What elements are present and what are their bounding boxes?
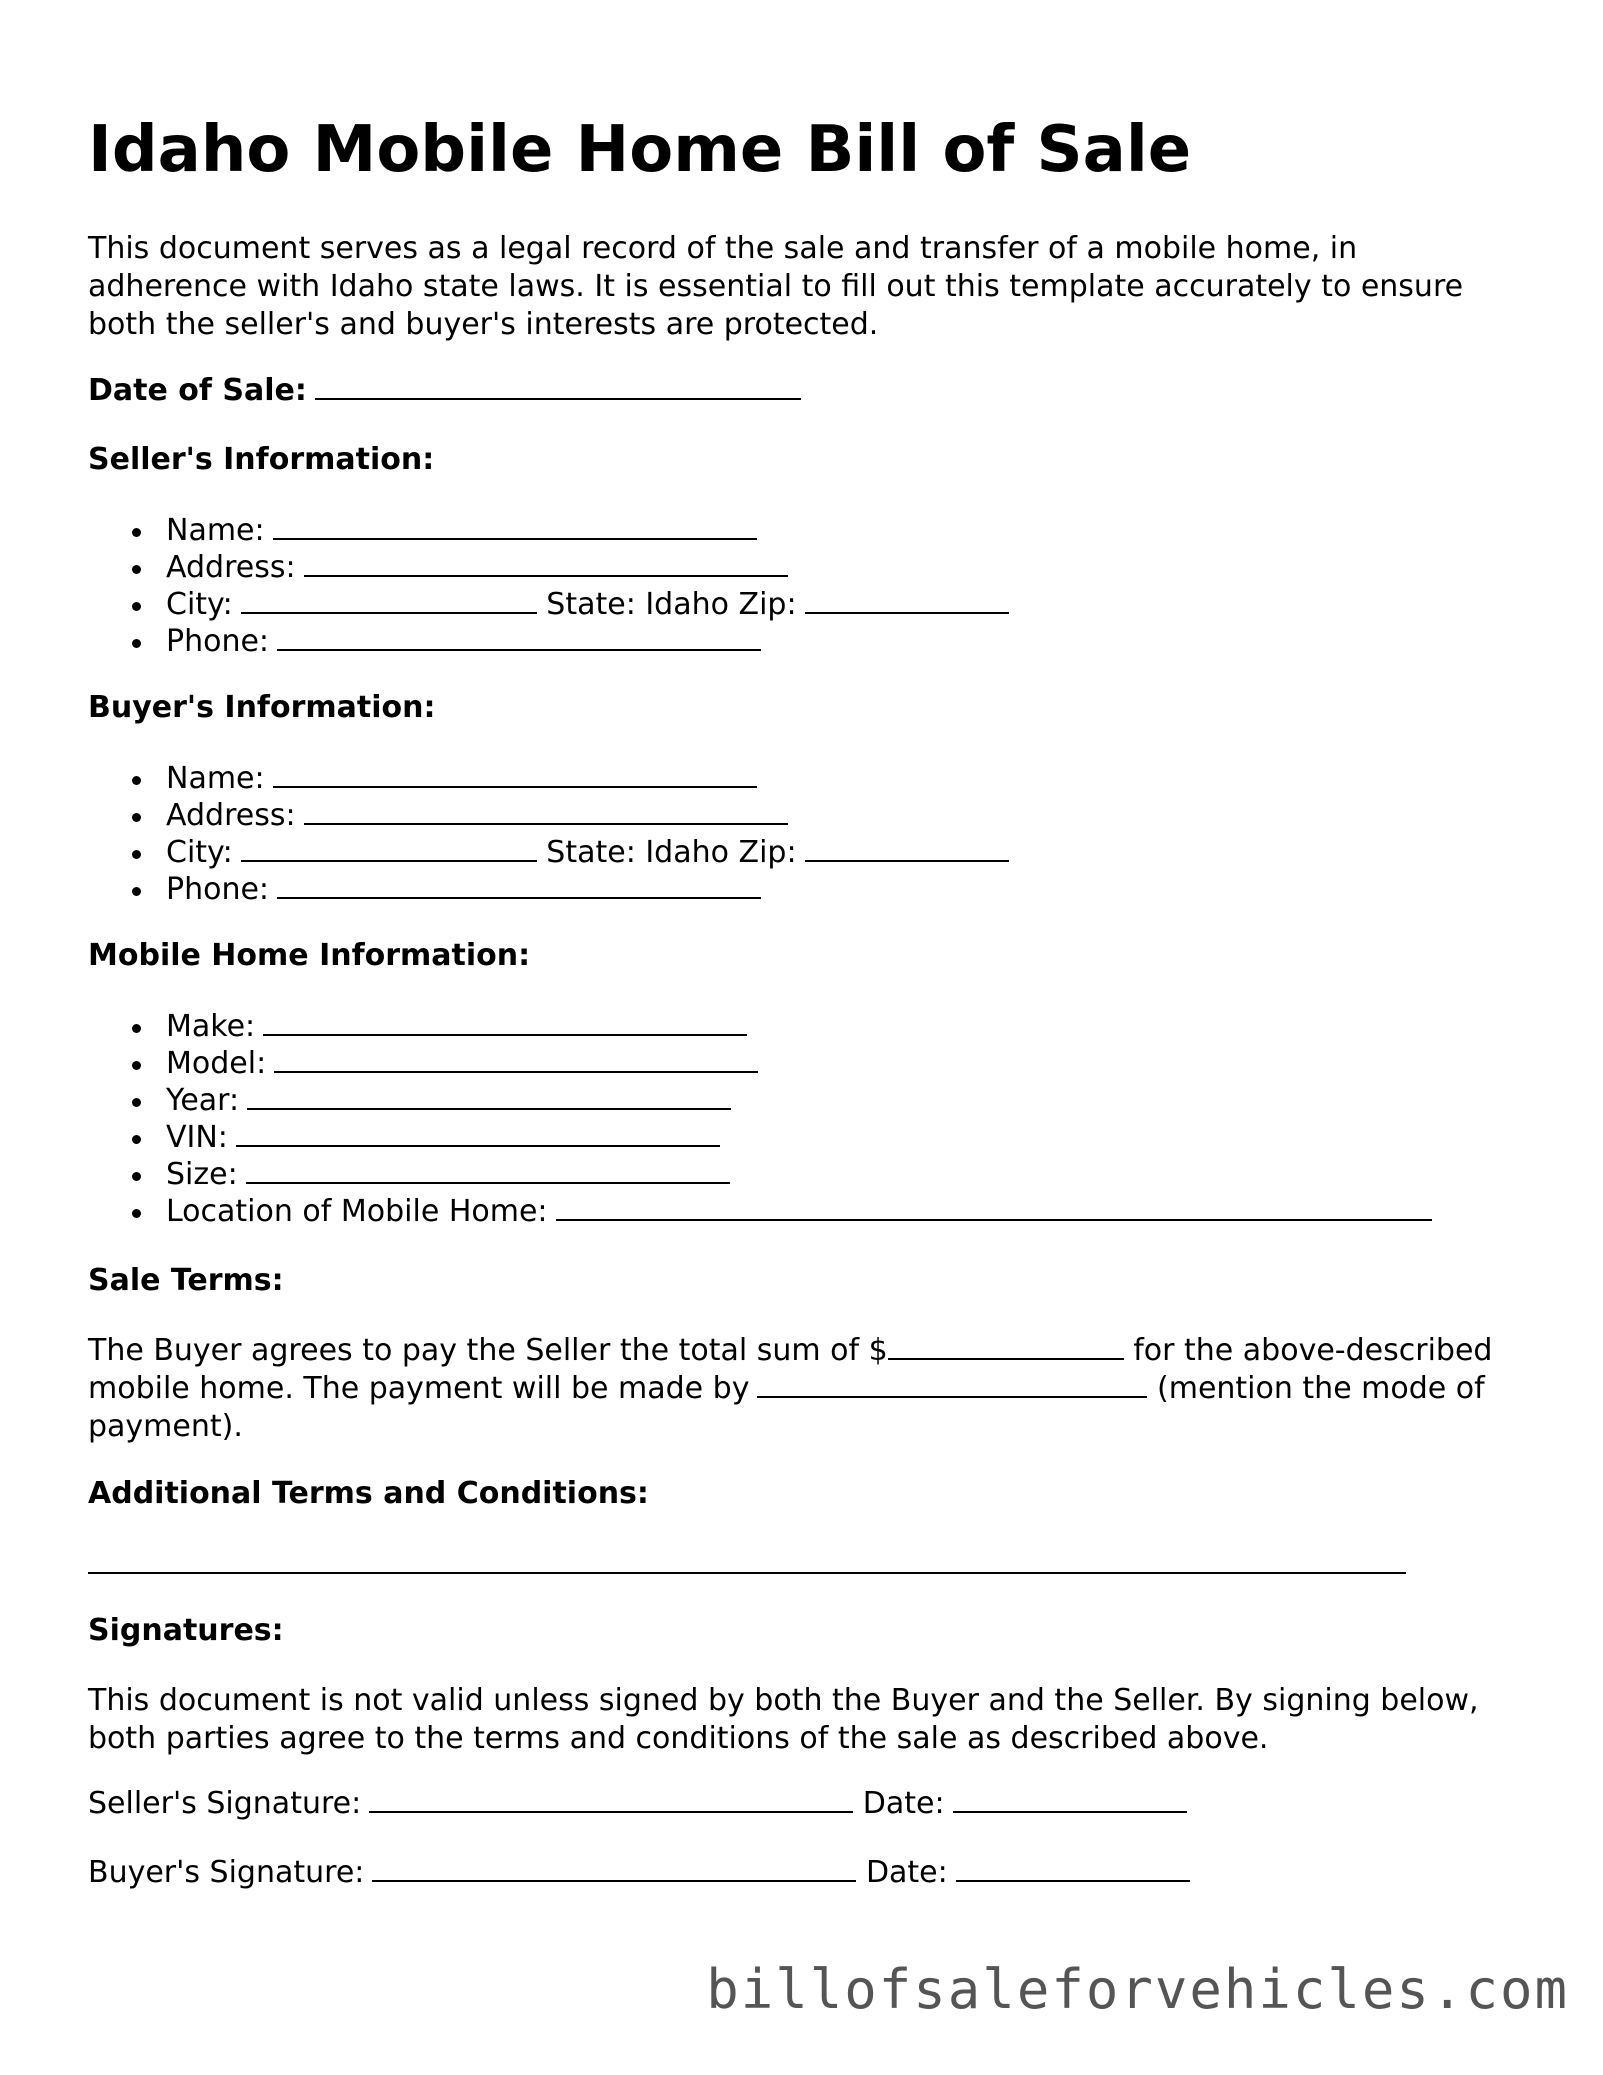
list-item <box>88 1193 1432 1230</box>
sale-terms-paragraph <box>88 1332 1508 1446</box>
list-item <box>88 512 1009 549</box>
buyer-heading: Buyer's Information: <box>88 690 436 725</box>
signatures-paragraph: This document is not valid unless signed by both the Buyer and the Seller. By signing below, both parties agree to the terms and conditions of the sale as described above. <box>88 1683 1479 1756</box>
year-field[interactable] <box>247 1082 731 1110</box>
seller-name-label: Name: <box>166 513 265 548</box>
year-label: Year: <box>166 1083 240 1118</box>
sale-terms-heading: Sale Terms: <box>88 1263 284 1298</box>
document-title: Idaho Mobile Home Bill of Sale <box>88 113 1192 187</box>
buyer-date-label: Date: <box>865 1855 948 1890</box>
buyer-signature-field[interactable] <box>372 1854 856 1882</box>
seller-city-label: City: <box>166 587 233 622</box>
sale-terms-text-1: The Buyer agrees to pay the Seller the total sum of $ <box>88 1333 888 1368</box>
intro-paragraph: This document serves as a legal record of the sale and transfer of a mobile home, in adherence with Idaho state laws. It is essential to fill out this template accurately to ensure both the seller's and buyer's interests are protected. <box>88 231 1464 342</box>
sale-terms-text-2: for the above-described mobile home. The payment will be made by <box>88 1333 1493 1406</box>
location-label: Location of Mobile Home: <box>166 1194 548 1229</box>
seller-signature-label: Seller's Signature: <box>88 1786 362 1821</box>
date-of-sale-field[interactable] <box>315 372 801 400</box>
buyer-signature-line <box>88 1854 1190 1892</box>
buyer-fields <box>88 760 1009 908</box>
list-item <box>88 623 1009 660</box>
seller-signature-line <box>88 1785 1187 1823</box>
size-label: Size: <box>166 1157 238 1192</box>
list-item <box>88 871 1009 908</box>
make-label: Make: <box>166 1009 256 1044</box>
buyer-date-field[interactable] <box>956 1854 1190 1882</box>
seller-address-label: Address: <box>166 550 296 585</box>
list-item <box>88 586 1009 623</box>
mobile-home-heading: Mobile Home Information: <box>88 938 531 973</box>
seller-date-label: Date: <box>862 1786 945 1821</box>
signatures-heading: Signatures: <box>88 1613 284 1648</box>
list-item <box>88 760 1009 797</box>
buyer-phone-field[interactable] <box>277 871 761 899</box>
model-field[interactable] <box>274 1045 758 1073</box>
make-field[interactable] <box>263 1008 747 1036</box>
seller-name-field[interactable] <box>273 512 757 540</box>
list-item <box>88 797 1009 834</box>
vin-field[interactable] <box>236 1119 720 1147</box>
seller-state-zip-label: State: Idaho Zip: <box>546 587 797 622</box>
date-of-sale-line <box>88 372 801 410</box>
model-label: Model: <box>166 1046 267 1081</box>
buyer-phone-label: Phone: <box>166 872 270 907</box>
seller-phone-field[interactable] <box>277 623 761 651</box>
sale-price-field[interactable] <box>888 1332 1124 1360</box>
buyer-signature-label: Buyer's Signature: <box>88 1855 365 1890</box>
mobile-home-fields <box>88 1008 1432 1230</box>
seller-phone-label: Phone: <box>166 624 270 659</box>
additional-terms-heading: Additional Terms and Conditions: <box>88 1476 649 1511</box>
additional-terms-field[interactable] <box>88 1572 1406 1574</box>
list-item <box>88 1045 1432 1082</box>
vin-label: VIN: <box>166 1120 228 1155</box>
website-watermark: billofsaleforvehicles.com <box>706 1958 1569 2021</box>
buyer-city-label: City: <box>166 835 233 870</box>
list-item <box>88 834 1009 871</box>
seller-address-field[interactable] <box>304 549 788 577</box>
list-item <box>88 1008 1432 1045</box>
seller-date-field[interactable] <box>953 1785 1187 1813</box>
buyer-city-field[interactable] <box>241 834 537 862</box>
seller-heading: Seller's Information: <box>88 442 435 477</box>
list-item <box>88 549 1009 586</box>
buyer-state-zip-label: State: Idaho Zip: <box>546 835 797 870</box>
buyer-zip-field[interactable] <box>805 834 1009 862</box>
sale-terms-text-3: (mention the mode of payment). <box>88 1371 1485 1444</box>
seller-fields <box>88 512 1009 660</box>
buyer-name-label: Name: <box>166 761 265 796</box>
seller-zip-field[interactable] <box>805 586 1009 614</box>
seller-signature-field[interactable] <box>369 1785 853 1813</box>
date-of-sale-label: Date of Sale: <box>88 373 307 408</box>
buyer-name-field[interactable] <box>273 760 757 788</box>
payment-method-field[interactable] <box>757 1370 1147 1398</box>
list-item <box>88 1156 1432 1193</box>
list-item <box>88 1082 1432 1119</box>
list-item <box>88 1119 1432 1156</box>
seller-city-field[interactable] <box>241 586 537 614</box>
buyer-address-field[interactable] <box>304 797 788 825</box>
buyer-address-label: Address: <box>166 798 296 833</box>
location-field[interactable] <box>556 1193 1432 1221</box>
size-field[interactable] <box>246 1156 730 1184</box>
